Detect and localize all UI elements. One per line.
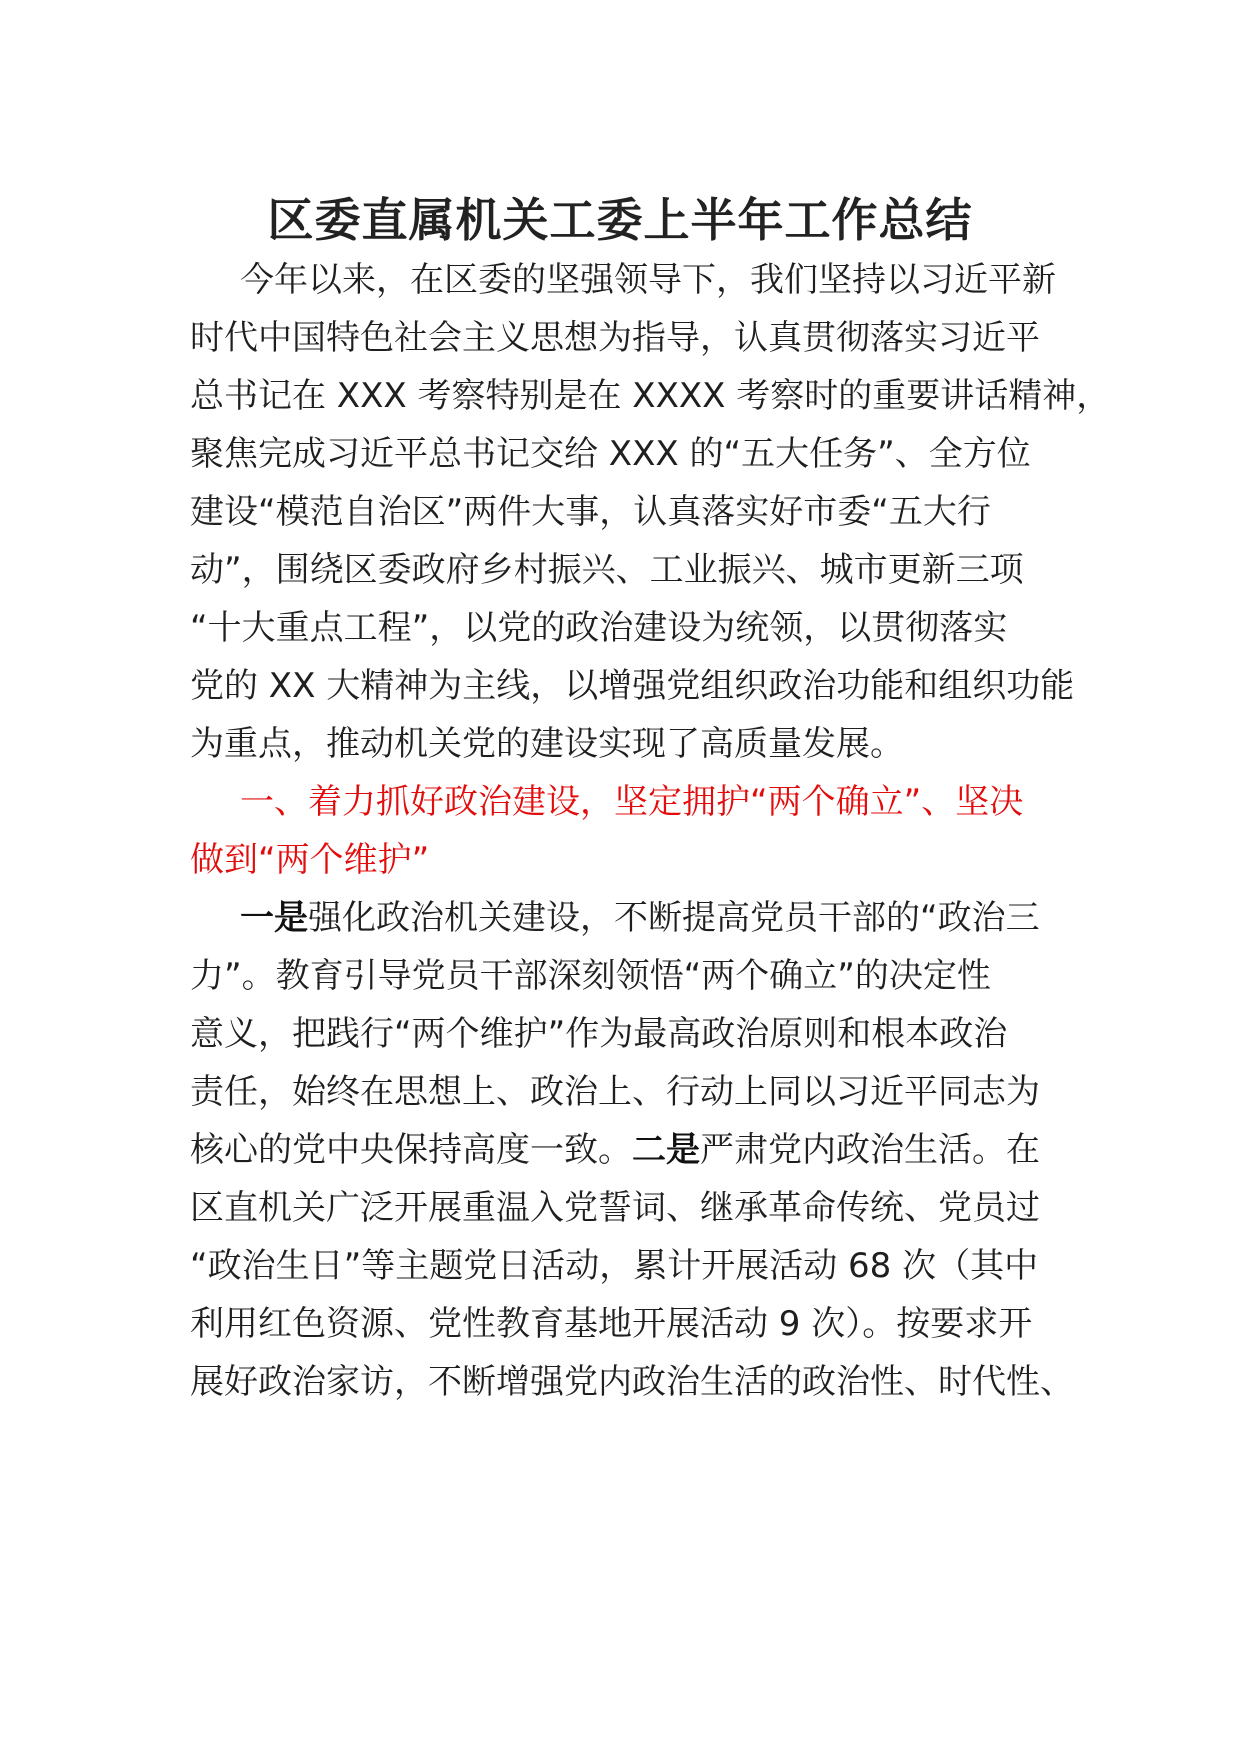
body-line: 责任，始终在思想上、政治上、行动上同以习近平同志为 bbox=[190, 1072, 1040, 1112]
body-text: 核心的党中央保持高度一致。 bbox=[190, 1130, 632, 1170]
intro-line: 时代中国特色社会主义思想为指导，认真贯彻落实习近平 bbox=[190, 318, 1040, 358]
body-line bbox=[190, 1117, 1090, 1183]
lead-label: 一是 bbox=[240, 898, 308, 938]
body-line: 利用红色资源、党性教育基地开展活动 9 次）。按要求开 bbox=[190, 1304, 1033, 1344]
intro-line: 聚焦完成习近平总书记交给 XXX 的“五大任务”、全方位 bbox=[190, 434, 1031, 474]
body-line: “政治生日”等主题党日活动，累计开展活动 68 次（其中 bbox=[190, 1246, 1039, 1286]
body-line: 意义，把践行“两个维护”作为最高政治原则和根本政治 bbox=[190, 1014, 1008, 1054]
intro-line: 建设“模范自治区”两件大事，认真落实好市委“五大行 bbox=[190, 492, 991, 532]
body-line: 展好政治家访，不断增强党内政治生活的政治性、时代性、 bbox=[190, 1362, 1074, 1402]
intro-line: 总书记在 XXX 考察特别是在 XXXX 考察时的重要讲话精神， bbox=[190, 376, 1111, 416]
body-line: 力”。教育引导党员干部深刻领悟“两个确立”的决定性 bbox=[190, 956, 991, 996]
body-line bbox=[240, 885, 1140, 951]
body-text: 强化政治机关建设，不断提高党员干部的“政治三 bbox=[308, 898, 1040, 938]
intro-line: 今年以来，在区委的坚强领导下，我们坚持以习近平新 bbox=[240, 260, 1056, 300]
intro-line: “十大重点工程”，以党的政治建设为统领，以贯彻落实 bbox=[190, 608, 1008, 648]
document-title: 区委直属机关工委上半年工作总结 bbox=[267, 193, 973, 247]
body-line: 区直机关广泛开展重温入党誓词、继承革命传统、党员过 bbox=[190, 1188, 1040, 1228]
lead-label: 二是 bbox=[632, 1130, 700, 1170]
intro-line: 为重点，推动机关党的建设实现了高质量发展。 bbox=[190, 724, 904, 764]
body-text: 严肃党内政治生活。在 bbox=[700, 1130, 1040, 1170]
section-heading: 做到“两个维护” bbox=[190, 840, 430, 880]
intro-line: 党的 XX 大精神为主线，以增强党组织政治功能和组织功能 bbox=[190, 666, 1075, 706]
section-heading: 一、着力抓好政治建设，坚定拥护“两个确立”、坚决 bbox=[240, 782, 1024, 822]
intro-line: 动”，围绕区委政府乡村振兴、工业振兴、城市更新三项 bbox=[190, 550, 1024, 590]
